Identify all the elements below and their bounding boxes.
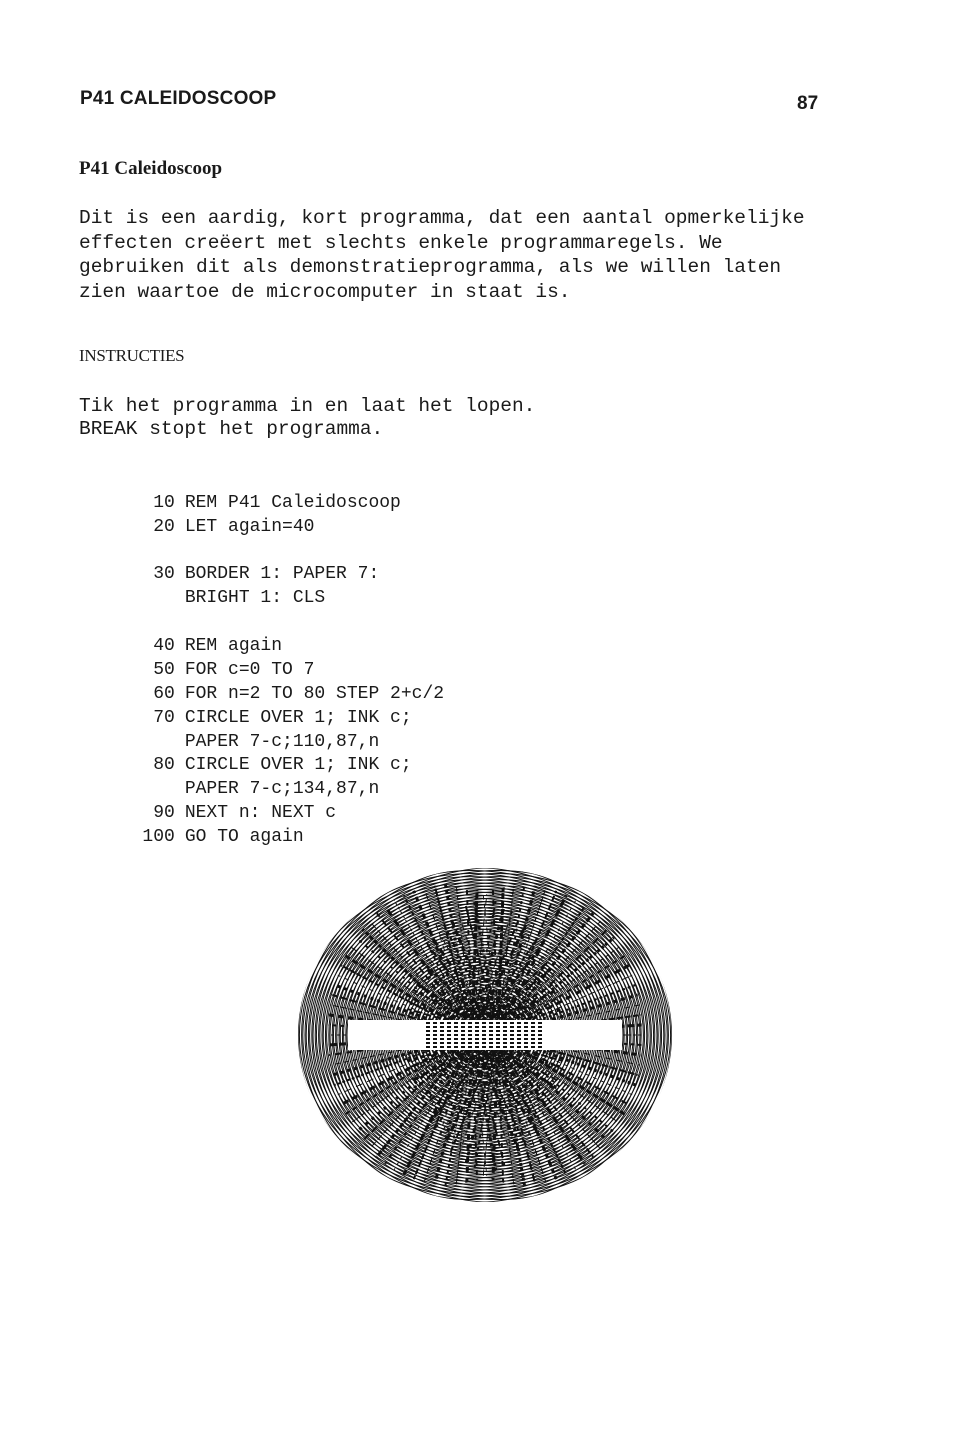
- instruction-line: BREAK stopt het programma.: [79, 418, 384, 440]
- line-code: LET again=40: [184, 517, 315, 537]
- intro-line: Dit is een aardig, kort programma, dat een aantal opmerkelijke: [79, 207, 805, 229]
- line-number: 90: [153, 803, 175, 823]
- intro-paragraph: [79, 206, 839, 304]
- line-code: REM again: [184, 636, 283, 656]
- caleidoscoop-pattern-image: [296, 867, 674, 1203]
- line-code: NEXT n: NEXT c: [184, 803, 337, 823]
- line-code: GO TO again: [184, 827, 304, 847]
- line-code-continuation: BRIGHT 1: CLS: [184, 588, 326, 608]
- instructions-heading: INSTRUCTIES: [79, 346, 185, 365]
- line-code-continuation: PAPER 7-c;110,87,n: [184, 732, 380, 752]
- line-number: 30: [153, 564, 175, 584]
- line-number: 80: [153, 755, 175, 775]
- running-title: P41 CALEIDOSCOOP: [80, 88, 277, 109]
- listing-line-100: [70, 804, 304, 870]
- caleidoscoop-pattern-svg: [296, 867, 674, 1203]
- line-number: 40: [153, 636, 175, 656]
- instruction-line: Tik het programma in en laat het lopen.: [79, 395, 536, 417]
- line-number: 60: [153, 684, 175, 704]
- section-title: P41 Caleidoscoop: [79, 158, 223, 179]
- line-code: REM P41 Caleidoscoop: [184, 493, 401, 513]
- intro-line: effecten creëert met slechts enkele programmaregels. We: [79, 231, 723, 254]
- line-code: CIRCLE OVER 1; INK c;: [184, 755, 412, 775]
- line-code: CIRCLE OVER 1; INK c;: [184, 708, 412, 728]
- line-code: FOR n=2 TO 80 STEP 2+c/2: [184, 684, 445, 704]
- intro-line: gebruiken dit als demonstratieprogramma, als we willen laten: [79, 256, 782, 278]
- line-number: 20: [153, 517, 175, 537]
- line-number: 70: [153, 708, 175, 728]
- line-code: BORDER 1: PAPER 7:: [184, 564, 380, 584]
- instructions-text: [79, 395, 535, 441]
- intro-line: zien waartoe de microcomputer in staat is.: [79, 280, 571, 303]
- line-code-continuation: PAPER 7-c;134,87,n: [184, 779, 380, 799]
- line-code: FOR c=0 TO 7: [184, 660, 315, 680]
- line-number: 10: [153, 493, 175, 513]
- line-number: 50: [153, 660, 175, 680]
- page-number: 87: [797, 93, 819, 114]
- line-number: 100: [142, 827, 175, 847]
